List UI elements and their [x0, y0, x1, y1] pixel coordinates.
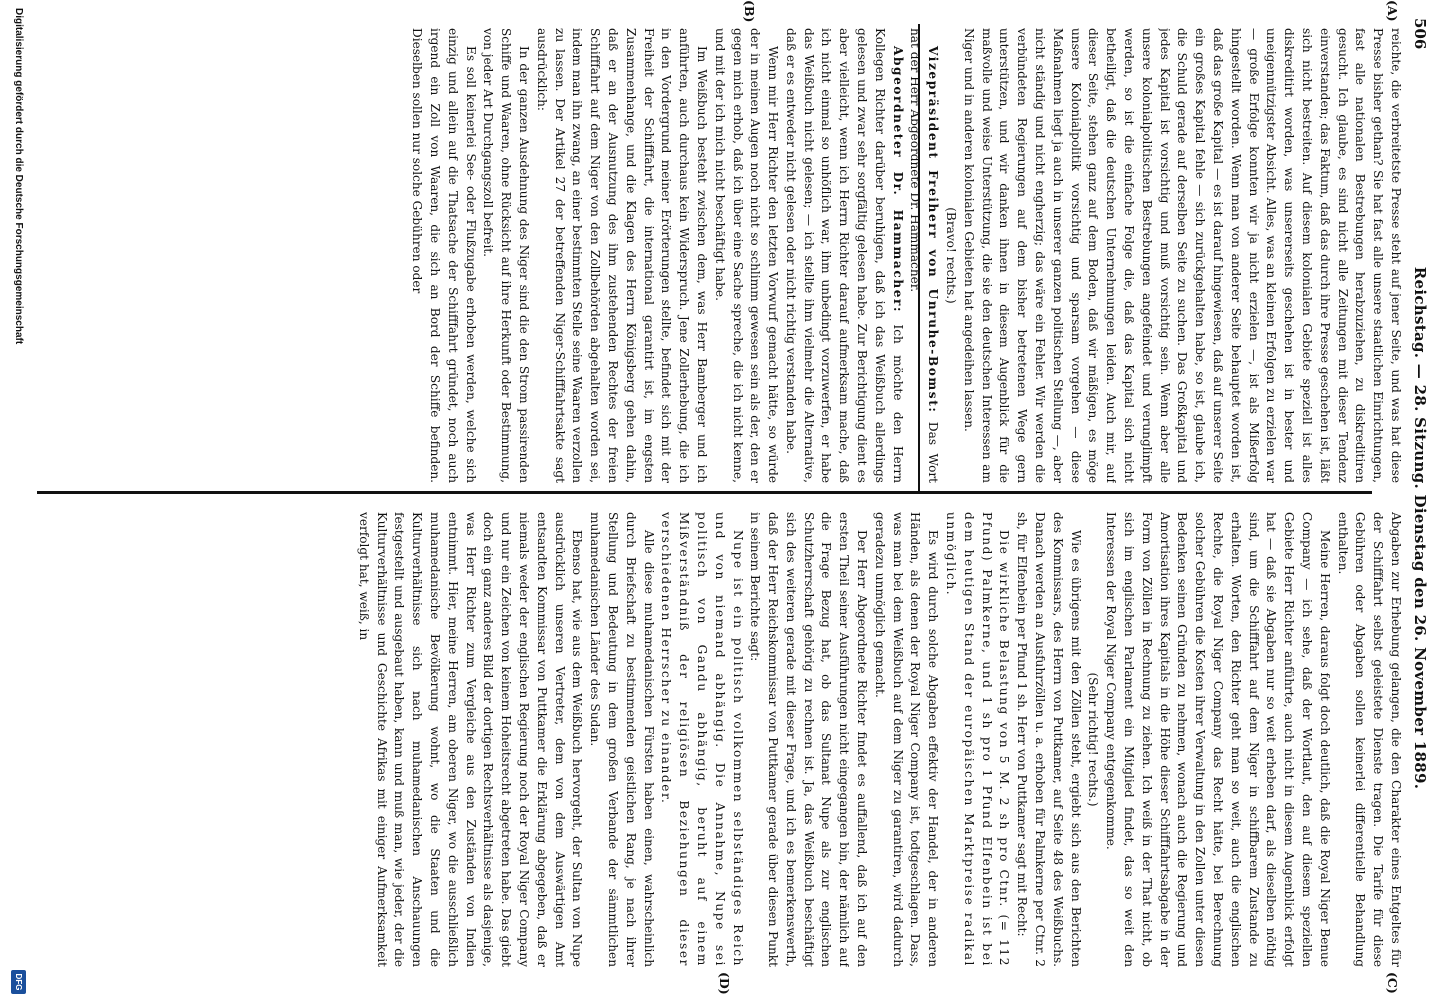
speaker-label: Abgeordneter Dr. Hammacher: — [890, 46, 905, 314]
paragraph: Wie es übrigens mit den Zöllen steht, ergiebt sich aus den Berichten des Kommissars, des Herrn von Puttkamer, auf Seite 48 des Weißbuchs. Danach werden an Ausfuhrzöllen u. a. erhoben für Palmkerne per Ctnr. 2 sh, für Elfenbein per Pfund 1 sh. Herr von Puttkamer sagt mit Recht: — [1015, 512, 1083, 967]
quote-paragraph: In der ganzen Ausdehnung des Niger sind die den Strom passirenden Schiffe und Waaren, ohne Rücksicht auf ihre Herkunft oder Bestimmung, von jeder Art Durchgangszoll befreit. — [481, 28, 531, 483]
paragraph: Abgaben zur Erhebung gelangen, die den Charakter eines Entgeltes für der Schifffahrt selbst geleistete Dienste tragen. Die Tarife für diese Gebühren oder Abgaben sollen keinerlei differentielle Behandlung enthalten. — [1335, 512, 1403, 967]
speech-text: Ich möchte den Herrn Kollegen Richter darüber beruhigen, daß ich das Weißbuch allerdings gelesen und zwar sehr sorgfältig gelesen habe. Zur Berichtigung dient es aber vielleicht, wenn ich Herrn Richter darauf aufmerksam mache, daß ich nicht einmal so unhöflich war, ihm unbedingt vorzuwerfen, er habe das Weißbuch nicht gelesen; — ich stellte ihm vielmehr die Alternative, daß er es entweder nicht gelesen oder nicht richtig verstanden habe. — [783, 28, 905, 483]
paragraph: Der Herr Abgeordnete Richter findet es auffallend, daß ich auf den ersten Theil seiner Ausführungen nicht eingegangen bin, der nämlich auf die Frage Bezug hat, ob das Sultanat Nupe als zur englischen Schutzherrschaft gehörig zu rechnen ist. Ja, das Weißbuch beschäftigt sich des weiteren gerade mit dieser Frage, und ich es bemerkenswerth, daß der Herr Reichskommissar von Puttkamer gerade über diesen Punkt in seinem Berichte sagt: — [748, 512, 870, 967]
quote-paragraph: Es wird durch solche Abgaben effektiv der Handel, der in anderen Händen, als denen der Royal Niger Company ist, todtgeschlagen. Dass, was man bei dem Weißbuch auf dem Niger zu garantiren, wird dadurch geradezu unmöglich gemacht. — [872, 512, 941, 967]
paragraph: Meine Herren, daraus folgt doch deutlich, daß die Royal Niger Benue Company — ich sehe, daß der Wortlaut, den auf diesem speziellen Gebiete Herr Richter anführte, auch nicht in diesem Augenblick erfolgt hat — daß sie Abgaben nur so weit erheben darf, als dieselben nöthig sind, um die Schifffahrt auf dem Niger in schiffbarem Zustande zu erhalten. Worten, den Richter geht man so weit, auch die englischen Rechte, die Royal Niger Company das Recht hätte, bei Berechnung solcher Gebühren die Kosten ihrer Verwaltung in den Zollen unter diesen Bedenken seinen Gründen zu nehmen, wonach auch die Regierung und Amortisation ihres Kapitals in die Höhe dieser Schifffahrtsabgabe in der Form von Zöllen in Rechnung zu ziehen. Ich weiß in der That nicht, ob sich im englischen Parlament ein Mitglied findet, das so weit den Interessen der Royal Niger Company entgegenkomme. — [1104, 512, 1332, 967]
applause-note: (Bravo! rechts.) — [944, 207, 959, 304]
column-divider-vertical — [37, 491, 1372, 494]
paragraph: Im Weißbuch besteht zwischen dem, was Herr Bamberger und ich anführten, auch durchaus kein Widerspruch. Jene Zollerhebung, die ich in den Vordergrund meiner Erörterungen stellte, befindet sich mit der Freiheit der Schifffahrt, die international garantirt ist, im engsten Zusammenhange, und die Klagen des Herrn Königsberg gehen dahin, daß er an der Ausnutzung des ihm zustehenden Rechtes der freien Schifffahrt auf dem Niger von den Zollbehörden abgehalten worden sei, indem man ihn zwang, an einer bestimmten Stelle seine Waaren verzollen zu lassen. Der Artikel 27 der betreffenden Niger-Schifffahrtsakte sagt ausdrücklich: — [534, 28, 709, 483]
paragraph: Wenn mir Herr Richter den letzten Vorwurf gemacht hätte, so würde der in meinen Augen noch nicht so schlimm gewesen sein als der, den er gegen mich erhob, daß ich über eine Sache spreche, die ich nicht kenne, und mit der ich mich nicht beschäftigt habe. — [712, 28, 781, 483]
applause-note: (Sehr richtig! rechts.) — [1086, 672, 1101, 807]
digitization-footer — [6, 0, 26, 1000]
quote-paragraph: Nupe ist ein politisch vollkommen selbständiges Reich und von niemand abhängig. Die Annahme, Nupe sei politisch von Gandu abhängig, beruht auf einem Mißverständniß der religiösen Beziehungen dieser verschiedenen Herrscher zu einander. — [659, 512, 745, 967]
paragraph: reichte, die verbreitetste Presse steht auf jener Seite, und was hat diese Presse bisher gethan? Sie hat fast alle unsere staatlichen Einrichtungen, fast alle nationalen Bestrebungen herabzuziehen, zu diskreditiren gesucht. Ich glaube, es sind nicht alle Zeitungen mit dieser Tendenz einverstanden; das Faktum, daß das durch ihre Presse geschehen ist, läßt sich nicht bestreiten. Auf diesem kolonialen Gebiete speziell ist alles diskreditirt worden, was unsererseits geschehen ist in bester und uneigennützigster Absicht. Alles, was an kleinen Erfolgen zu erzielen war — große Erfolge konnten wir ja nicht erzielen —, ist als Mißerfolg hingestellt worden. Wenn man von anderer Seite behauptet worden ist, daß das große Kapital — es ist darauf hingewiesen, daß auf unserer Seite ein großes Kapital fehle — sich zurückgehalten habe, so ist, glaube ich, die Schuld gerade auf derselben Seite zu suchen. Das Großkapital und jedes Kapital ist vorsichtig und muß vorsichtig sein. Wenn aber alle unsere kolonialpolitischen Bestrebungen angefeindet und verunglimpft werden, so ist die einfache Folge die, daß das Kapital sich nicht betheiligt, daß die deutschen Unternehmungen leiden. Auch mir, auf dieser Seite, stehen ganz auf dem Boden, daß wir mäßigen, es möge unsere Kolonialpolitik vorsichtig und sparsam vorgehen — diese Maßnahmen liegt ja auch in unserer ganzen politischen Stellung —, aber nicht ständig und nicht engherzig; das wäre ein Fehler. Wir werden die verbündeten Regierungen auf dem bisher betretenen Wege gern unterstützen, und wir danken ihnen in diesem Augenblick für die maßvolle und weise Unterstützung, die sie den deutschen Interessen am Niger und in anderen kolonialen Gebieten hat angedeihen lassen. — [961, 28, 1403, 483]
margin-marker-c: (C) — [1385, 972, 1400, 994]
speech-text: Das Wort hat der Herr Abgeordnete Dr. Hammacher. — [908, 28, 941, 483]
margin-marker-b: (B) — [742, 0, 757, 23]
quote-paragraph: Alle diese muhamedanischen Fürsten haben einen, wahrscheinlich durch Briefschaft zu bestimmenden geistlichen Rang, je nach ihrer Stellung und Bedeutung in dem großen Verbande der sämmtlichen muhamedanischen Länder des Sudan. — [588, 512, 656, 967]
quote-paragraph: Die wirkliche Belastung von 5 M. 2 sh pro Ctnr. (= 112 Pfund) Palmkerne, und 1 sh pro 1 Pfund Elfenbein ist bei dem heutigen Stand der europäischen Marktpreise radikal unmöglich. — [944, 512, 1012, 967]
paragraph — [906, 28, 942, 483]
left-column — [64, 28, 1404, 483]
speaker-label: Vizepräsident Freiherr von Unruhe-Bomst: — [926, 46, 941, 414]
paragraph — [781, 28, 906, 483]
page-title: Reichstag. — 28. Sitzung. Dienstag den 26. November 1889. — [1411, 266, 1429, 790]
paragraph: Ebenso hat, wie aus dem Weißbuch hervorgeht, der Sultan von Nupe ausdrücklich unseren Vertreter, dem von dem Auswärtigen Amt entsandten Kommissar von Puttkamer die Erklärung abgegeben, daß er niemals weder der englischen Regierung noch der Royal Niger Company und nur ein Zeichen von keinem Hoheitsrecht abgetreten habe. Das giebt doch ein ganz anderes Bild der dortigen Rechtsverhältnisse als dasjenige, was Herr Richter zum Vergleiche aus den Zuständen von Indien entnimmt. Hier, meine Herren, am oberen Niger, wo die ausschließlich muhamedanische Bevölkerung wohnt, wo die Staaten und die Kulturverhältnisse sich nach muhamedanischen Anschauungen festgestellt und ausgebaut haben, kann und muß man, wie jeder, der die Kulturverhältnisse und Geschichte Afrikas mit einiger Aufmerksamkeit verfolgt hat, weiß, in — [356, 512, 585, 967]
margin-marker-a: (A) — [1385, 0, 1400, 22]
page-header — [1408, 18, 1432, 978]
margin-marker-d: (D) — [717, 972, 732, 995]
right-column — [274, 512, 1404, 967]
dfg-logo-icon: DFG — [11, 970, 26, 994]
footer-text: Digitalisierung gefördert durch die Deutsche Forschungsgemeinschaft — [13, 8, 24, 345]
quote-paragraph: Es soll keinerlei See- oder Flußzugabe erhoben werden, welche sich einzig und allein auf die Thatsache der Schifffahrt gründet, noch auch irgend ein Zoll von Waaren, die sich an Bord der Schiffe befinden. Dieselben sollen nur solche Gebühren oder — [410, 28, 478, 483]
page-number: 506 — [1411, 18, 1429, 50]
